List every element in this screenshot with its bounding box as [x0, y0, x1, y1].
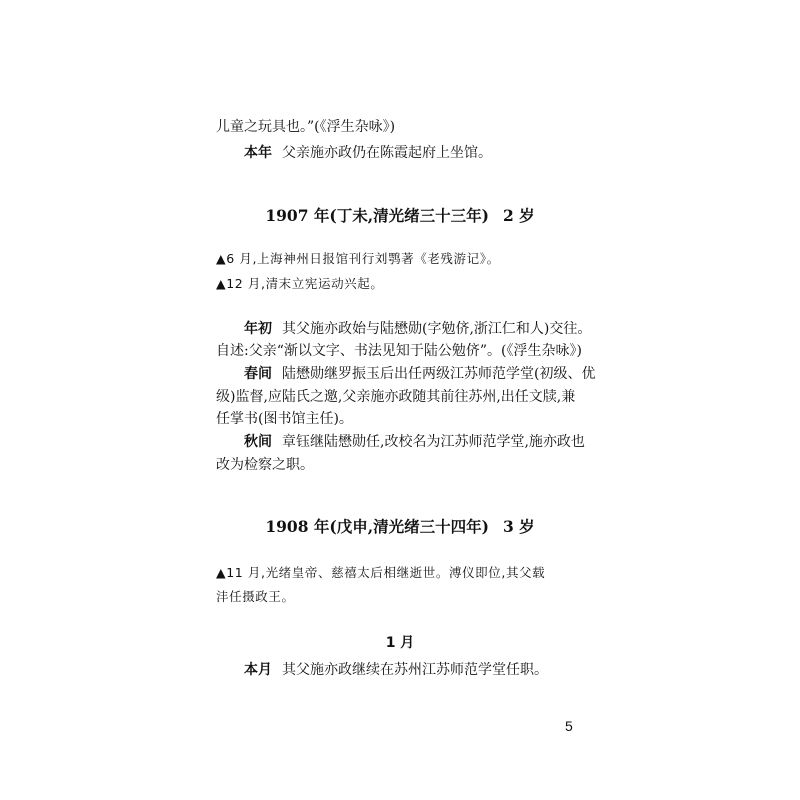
entry-text: 章钰继陆懋勋任,改校名为江苏师范学堂,施亦政也	[282, 434, 585, 450]
entry-text: 其父施亦政始与陆懋勋(字勉侪,浙江仁和人)交往。	[282, 321, 592, 337]
entry-text-continued: 自述:父亲“渐以文字、书法见知于陆公勉侪”。(《浮生杂咏》)	[216, 343, 582, 359]
entry-text-continued: 级)监督,应陆氏之邀,父亲施亦政随其前往苏州,出任文牍,兼	[216, 389, 576, 405]
entry-text: 陆懋勋继罗振玉后出任两级江苏师范学堂(初级、优	[282, 366, 596, 382]
entry-label: 本月	[244, 662, 272, 678]
entry-early-year	[244, 319, 591, 339]
age-label: 2 岁	[502, 206, 535, 225]
historical-event-continued: 沣任摄政王。	[216, 589, 295, 604]
year-title: 1908 年(戊申,清光绪三十四年)	[265, 517, 489, 536]
entry-label: 年初	[244, 321, 272, 337]
age-label: 3 岁	[502, 517, 535, 536]
entry-text: 其父施亦政继续在苏州江苏师范学堂任职。	[282, 662, 548, 678]
entry-text-continued: 任掌书(图书馆主任)。	[216, 411, 353, 427]
entry-text-continued: 改为检察之职。	[216, 457, 314, 473]
month-heading: 1 月	[385, 635, 415, 651]
year-heading-1908	[0, 516, 800, 538]
entry-text: 父亲施亦政仍在陈霞起府上坐馆。	[282, 145, 492, 161]
year-title: 1907 年(丁未,清光绪三十三年)	[265, 206, 489, 225]
page-number: 5	[565, 718, 573, 734]
historical-event: ▲11 月,光绪皇帝、慈禧太后相继逝世。溥仪即位,其父载	[216, 565, 546, 580]
entry-label: 春间	[244, 366, 272, 382]
entry-label: 秋间	[244, 434, 272, 450]
continued-text-line: 儿童之玩具也。”(《浮生杂咏》)	[216, 119, 396, 135]
historical-event: ▲12 月,清末立宪运动兴起。	[216, 276, 384, 291]
entry-this-month	[244, 660, 548, 680]
entry-this-year	[244, 143, 492, 163]
year-heading-1907	[0, 205, 800, 227]
entry-label: 本年	[244, 145, 272, 161]
entry-spring	[244, 364, 595, 384]
entry-autumn	[244, 432, 585, 452]
historical-event: ▲6 月,上海神州日报馆刊行刘鹗著《老残游记》。	[216, 251, 500, 266]
